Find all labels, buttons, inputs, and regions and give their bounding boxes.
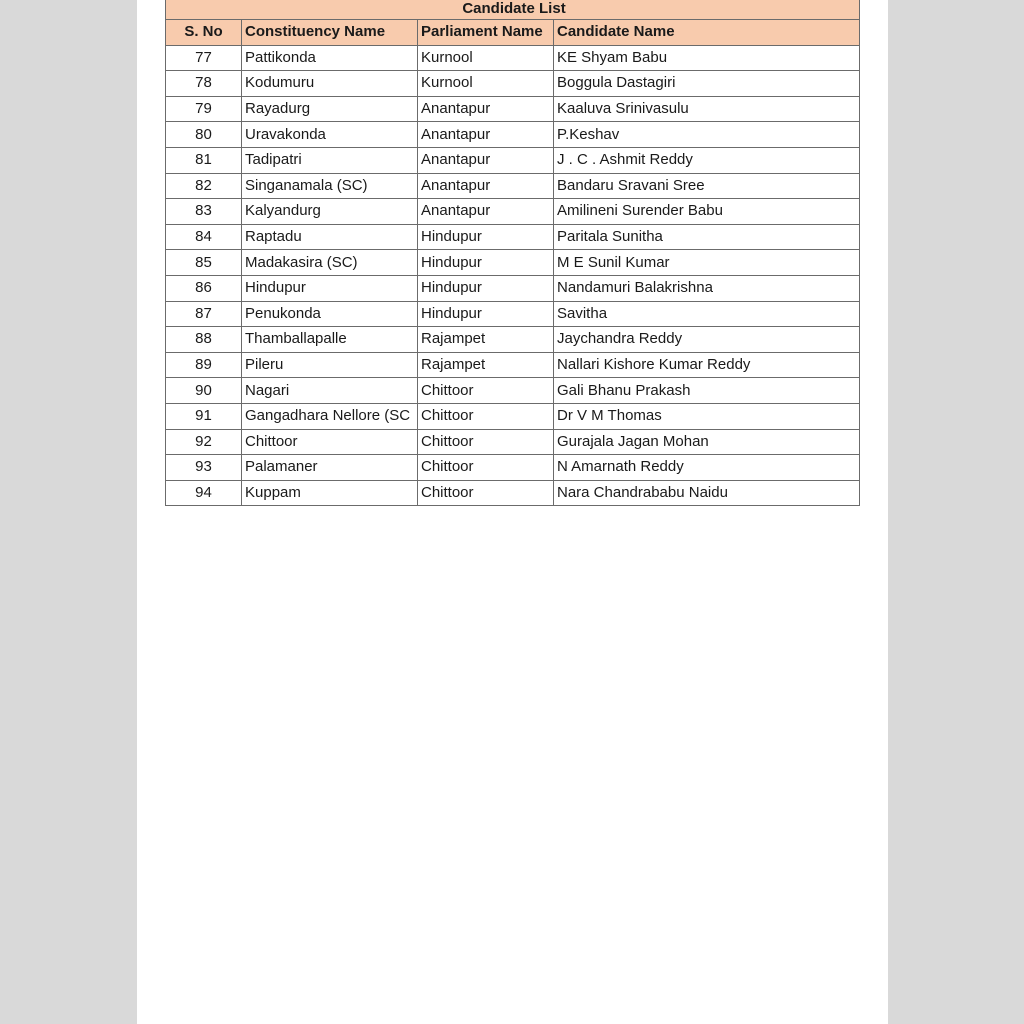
cell-constituency: Kuppam: [242, 480, 418, 506]
cell-candidate: Paritala Sunitha: [554, 224, 860, 250]
table-row: [166, 378, 860, 404]
table-title-row: [166, 0, 860, 20]
cell-constituency: Pileru: [242, 352, 418, 378]
cell-parliament: Rajampet: [418, 352, 554, 378]
column-header-constituency: Constituency Name: [242, 20, 418, 46]
cell-constituency: Chittoor: [242, 429, 418, 455]
cell-sno: 85: [166, 250, 242, 276]
cell-constituency: Rayadurg: [242, 96, 418, 122]
cell-parliament: Hindupur: [418, 301, 554, 327]
candidate-table: [165, 0, 860, 506]
cell-sno: 94: [166, 480, 242, 506]
table-row: [166, 173, 860, 199]
table-row: [166, 480, 860, 506]
cell-parliament: Chittoor: [418, 429, 554, 455]
column-header-parliament: Parliament Name: [418, 20, 554, 46]
table-row: [166, 122, 860, 148]
cell-candidate: Amilineni Surender Babu: [554, 199, 860, 225]
cell-candidate: P.Keshav: [554, 122, 860, 148]
cell-sno: 86: [166, 275, 242, 301]
cell-candidate: Bandaru Sravani Sree: [554, 173, 860, 199]
cell-parliament: Chittoor: [418, 378, 554, 404]
cell-constituency: Pattikonda: [242, 45, 418, 71]
cell-sno: 81: [166, 147, 242, 173]
cell-sno: 88: [166, 327, 242, 353]
cell-candidate: Jaychandra Reddy: [554, 327, 860, 353]
cell-candidate: N Amarnath Reddy: [554, 455, 860, 481]
table-row: [166, 327, 860, 353]
cell-constituency: Gangadhara Nellore (SC: [242, 403, 418, 429]
cell-candidate: Nandamuri Balakrishna: [554, 275, 860, 301]
cell-sno: 93: [166, 455, 242, 481]
table-row: [166, 403, 860, 429]
cell-candidate: J . C . Ashmit Reddy: [554, 147, 860, 173]
table-row: [166, 199, 860, 225]
cell-candidate: Boggula Dastagiri: [554, 71, 860, 97]
table-row: [166, 147, 860, 173]
cell-candidate: Kaaluva Srinivasulu: [554, 96, 860, 122]
cell-parliament: Hindupur: [418, 250, 554, 276]
table-row: [166, 71, 860, 97]
cell-sno: 87: [166, 301, 242, 327]
column-header-sno: S. No: [166, 20, 242, 46]
cell-candidate: Nara Chandrababu Naidu: [554, 480, 860, 506]
table-row: [166, 250, 860, 276]
cell-candidate: Nallari Kishore Kumar Reddy: [554, 352, 860, 378]
table-row: [166, 352, 860, 378]
cell-sno: 89: [166, 352, 242, 378]
table-body: [166, 45, 860, 506]
cell-parliament: Kurnool: [418, 71, 554, 97]
cell-constituency: Penukonda: [242, 301, 418, 327]
cell-sno: 79: [166, 96, 242, 122]
table-row: [166, 301, 860, 327]
cell-parliament: Anantapur: [418, 96, 554, 122]
cell-parliament: Hindupur: [418, 275, 554, 301]
table-row: [166, 455, 860, 481]
cell-sno: 92: [166, 429, 242, 455]
cell-parliament: Chittoor: [418, 403, 554, 429]
table-row: [166, 429, 860, 455]
cell-sno: 77: [166, 45, 242, 71]
table-row: [166, 275, 860, 301]
cell-constituency: Tadipatri: [242, 147, 418, 173]
cell-parliament: Chittoor: [418, 480, 554, 506]
cell-candidate: Gurajala Jagan Mohan: [554, 429, 860, 455]
table-row: [166, 224, 860, 250]
cell-constituency: Raptadu: [242, 224, 418, 250]
cell-parliament: Anantapur: [418, 122, 554, 148]
document-page: [137, 0, 888, 1024]
cell-candidate: Gali Bhanu Prakash: [554, 378, 860, 404]
cell-constituency: Kalyandurg: [242, 199, 418, 225]
table-title: Candidate List: [166, 0, 860, 20]
cell-parliament: Chittoor: [418, 455, 554, 481]
table-header-row: [166, 20, 860, 46]
cell-sno: 84: [166, 224, 242, 250]
cell-parliament: Rajampet: [418, 327, 554, 353]
cell-constituency: Uravakonda: [242, 122, 418, 148]
cell-parliament: Kurnool: [418, 45, 554, 71]
cell-candidate: M E Sunil Kumar: [554, 250, 860, 276]
column-header-candidate: Candidate Name: [554, 20, 860, 46]
cell-constituency: Nagari: [242, 378, 418, 404]
cell-constituency: Thamballapalle: [242, 327, 418, 353]
cell-sno: 83: [166, 199, 242, 225]
cell-sno: 91: [166, 403, 242, 429]
cell-sno: 80: [166, 122, 242, 148]
cell-sno: 78: [166, 71, 242, 97]
table-row: [166, 45, 860, 71]
cell-parliament: Hindupur: [418, 224, 554, 250]
cell-candidate: Dr V M Thomas: [554, 403, 860, 429]
cell-parliament: Anantapur: [418, 147, 554, 173]
cell-parliament: Anantapur: [418, 199, 554, 225]
cell-constituency: Madakasira (SC): [242, 250, 418, 276]
table-row: [166, 96, 860, 122]
cell-parliament: Anantapur: [418, 173, 554, 199]
cell-candidate: Savitha: [554, 301, 860, 327]
cell-constituency: Palamaner: [242, 455, 418, 481]
cell-sno: 82: [166, 173, 242, 199]
cell-constituency: Hindupur: [242, 275, 418, 301]
cell-constituency: Singanamala (SC): [242, 173, 418, 199]
cell-constituency: Kodumuru: [242, 71, 418, 97]
cell-sno: 90: [166, 378, 242, 404]
cell-candidate: KE Shyam Babu: [554, 45, 860, 71]
